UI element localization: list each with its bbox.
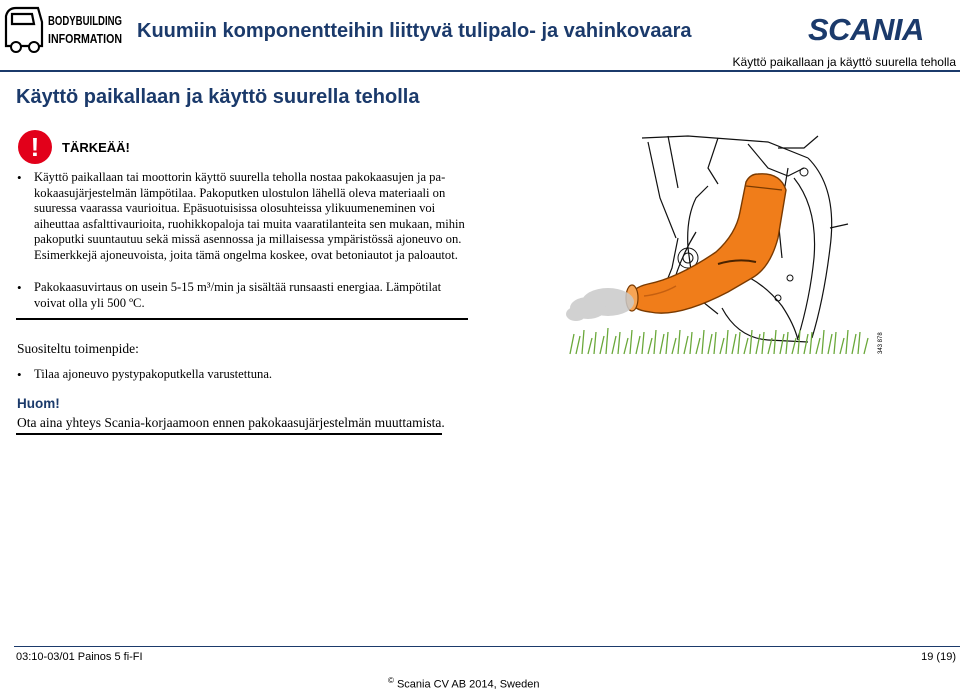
list-item <box>17 170 470 264</box>
copyright-notice <box>388 676 539 691</box>
bullet-text: Käyttö paikallaan tai moottorin käyttö suurella teholla nostaa pakokaasujen ja pakokaasujärjestelmän lämpötilaa. Pakoputken ulostulon lähellä oleva materiaali on suuressa vaarassa vaurioitua. Epäsuotuisissa olosuhteissa ylikuumeneminen voi aiheuttaa asfalttivaurioita, ruohikkopaloja tai muita vaaratilanteita sen mukaan, mihin pakoputki suuntautuu sekä missä asennossa ja millaisessa ympäristössä ajoneuvo on. Esimerkkejä ajoneuvoista, joita tämä ongelma koskee, ovat betoniautot ja paloautot. <box>34 170 465 262</box>
exhaust-pipe-shape <box>630 174 786 313</box>
scania-logo: SCANIA <box>808 12 924 47</box>
note-divider <box>16 433 442 435</box>
edition-info: 03:10-03/01 Painos 5 fi-FI <box>16 651 143 663</box>
list-item <box>17 367 470 383</box>
recommended-action-label: Suositeltu toimenpide: <box>17 341 139 356</box>
copyright-text: Scania CV AB 2014, Sweden <box>396 678 540 691</box>
warning-label: TÄRKEÄÄ! <box>62 140 130 155</box>
illustration-number: 343 878 <box>878 332 884 354</box>
warning-exclamation-icon: ! <box>18 130 52 164</box>
page-number: 19 (19) <box>921 651 956 663</box>
bb-logo-line1: BODYBUILDING <box>48 13 122 28</box>
bullet-marker: • <box>17 170 22 185</box>
note-label: Huom! <box>17 396 60 411</box>
note-text: Ota aina yhteys Scania-korjaamoon ennen pakokaasujärjestelmän muuttamista. <box>17 415 445 430</box>
header-divider <box>0 70 960 72</box>
page-heading: Käyttö paikallaan ja käyttö suurella teholla <box>16 86 420 108</box>
copyright-symbol: © <box>388 676 394 685</box>
bullet-marker: • <box>17 367 22 382</box>
bb-logo-line2: INFORMATION <box>48 31 122 46</box>
section-divider <box>16 318 468 320</box>
section-subtitle: Käyttö paikallaan ja käyttö suurella teholla <box>732 55 956 69</box>
bullet-marker: • <box>17 280 22 295</box>
footer-divider <box>14 646 960 647</box>
bodybuilding-information-logo <box>2 2 124 54</box>
bullet-text: Tilaa ajoneuvo pystypakoputkella varustettuna. <box>34 367 273 381</box>
exhaust-pipe-illustration <box>568 128 888 360</box>
bullet-text: Pakokaasuvirtaus on usein 5-15 m³/min ja sisältää runsaasti energiaa. Lämpötilat voivat olla yli 500 ºC. <box>34 280 442 310</box>
document-title: Kuumiin komponentteihin liittyvä tulipalo- ja vahinkovaara <box>137 20 692 42</box>
list-item <box>17 280 470 311</box>
